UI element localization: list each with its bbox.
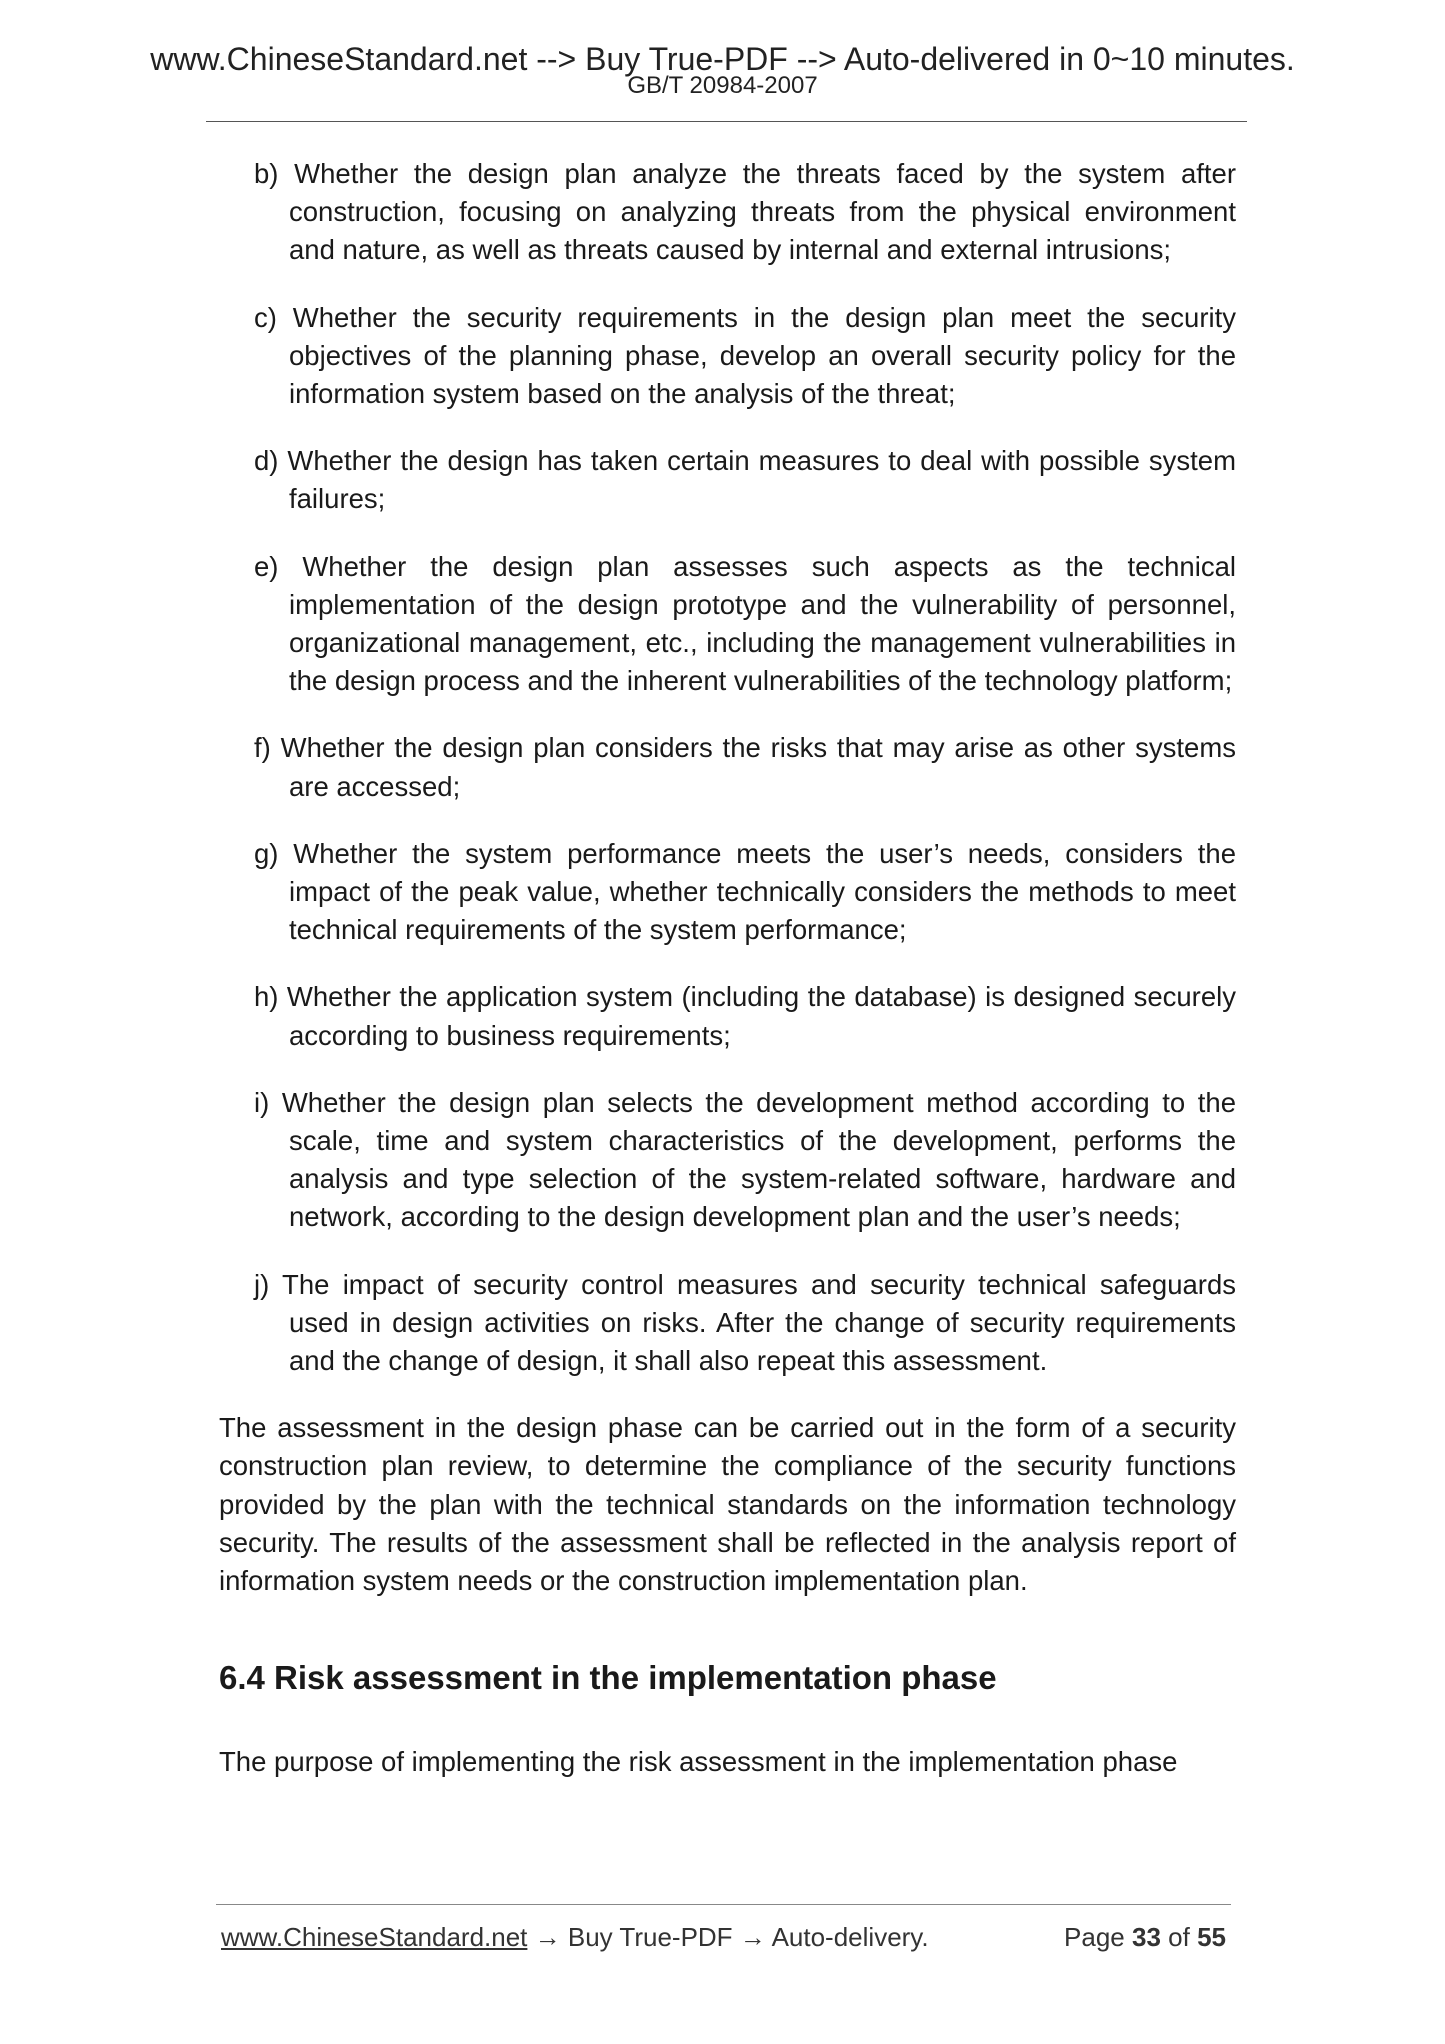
list-item-d: d) Whether the design has taken certain measures to deal with possible system failures;: [254, 445, 1236, 515]
footer-site-link[interactable]: www.ChineseStandard.net: [221, 1922, 528, 1952]
standard-code: GB/T 20984-2007: [627, 72, 818, 99]
of-label: of: [1168, 1922, 1190, 1952]
page-footer: [221, 1920, 1231, 1954]
page-number: 33: [1132, 1922, 1161, 1952]
section-heading: 6.4 Risk assessment in the implementation phase: [219, 1659, 997, 1697]
footer-divider: [216, 1904, 1231, 1905]
design-phase-paragraph: The assessment in the design phase can be carried out in the form of a security construction plan review, to determine the compliance of the security functions provided by the plan with the technical standards on the information technology security. The results of the assessment shall be reflected in the analysis report of information system needs or the construction implementation plan.: [219, 1412, 1236, 1597]
footer-tagline: → Buy True-PDF → Auto-delivery.: [527, 1922, 929, 1952]
total-pages: 55: [1197, 1922, 1226, 1952]
page-content: [219, 155, 1236, 1782]
header-divider: [206, 121, 1247, 122]
list-item-b: b) Whether the design plan analyze the threats faced by the system after construction, focusing on analyzing threats from the physical environment and nature, as well as threats caused by internal and external intrusions;: [254, 158, 1236, 266]
list-item-h: h) Whether the application system (including the database) is designed securely according to business requirements;: [254, 981, 1236, 1051]
implementation-phase-paragraph: The purpose of implementing the risk assessment in the implementation phase: [219, 1746, 1178, 1778]
list-item-c: c) Whether the security requirements in the design plan meet the security objectives of the planning phase, develop an overall security policy for the information system based on the analysis of the threat;: [254, 301, 1236, 410]
page-indicator: [1064, 1920, 1226, 1954]
criteria-list: [254, 155, 1236, 1380]
list-item-f: f) Whether the design plan considers the risks that may arise as other systems are accessed;: [254, 732, 1236, 802]
list-item-i: i) Whether the design plan selects the development method according to the scale, time and system characteristics of the development, performs the analysis and type selection of the system-related software, hardware and network, according to the design development plan and the user’s needs;: [254, 1086, 1236, 1233]
list-item-e: e) Whether the design plan assesses such aspects as the technical implementation of the design prototype and the vulnerability of personnel, organizational management, etc., including the management vulnerabilities in the design process and the inherent vulnerabilities of the technology platform;: [254, 550, 1236, 697]
top-banner: www.ChineseStandard.net --> Buy True-PDF --> Auto-delivered in 0~10 minutes.: [150, 41, 1295, 77]
list-item-j: j) The impact of security control measures and security technical safeguards used in design activities on risks. After the change of security requirements and the change of design, it shall also repeat this assessment.: [254, 1268, 1236, 1377]
page-label: Page: [1064, 1922, 1125, 1952]
list-item-g: g) Whether the system performance meets the user’s needs, considers the impact of the peak value, whether technically considers the methods to meet technical requirements of the system performance;: [254, 837, 1236, 946]
